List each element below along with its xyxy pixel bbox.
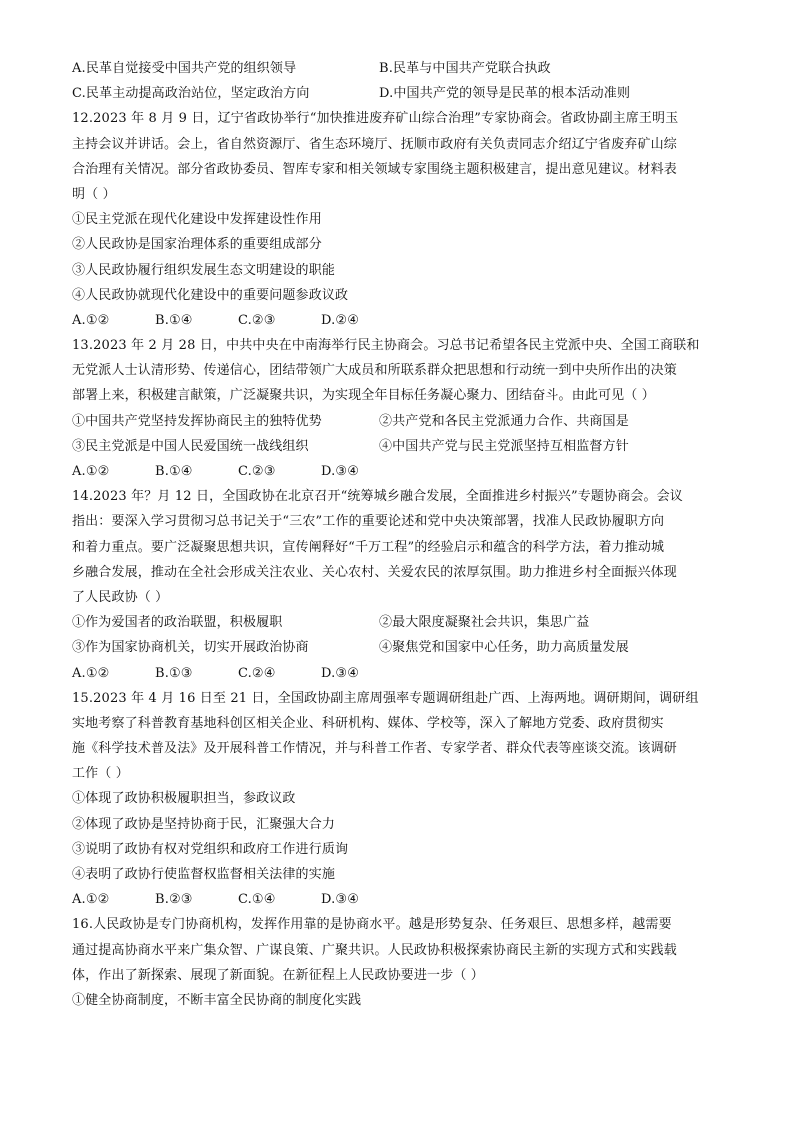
q14-stem-line-5: 了人民政协（ ） (72, 589, 169, 605)
q14-items-row-2 (72, 635, 732, 660)
q16-stem-line-1: 16.人民政协是专门协商机构，发挥作用靠的是协商水平。越是形势复杂、任务艰巨、思想多样，越需要 (72, 917, 672, 933)
q13-item-3: ③民主党派是中国人民爱国统一战线组织 (72, 438, 309, 454)
q13-items-row-1 (72, 409, 732, 434)
q14-answer-a: A.①② (72, 665, 110, 681)
q14-stem-line-4: 乡融合发展，推动在全社会形成关注农业、关心农村、关爱农民的浓厚氛围。助力推进乡村全面振兴体现 (72, 564, 677, 580)
q13-item-2: ②共产党和各民主党派通力合作、共商国是 (379, 413, 629, 429)
q14-item-1: ①作为爱国者的政治联盟，积极履职 (72, 615, 283, 631)
q15-answer-c: C.①④ (238, 892, 276, 908)
q12-answer-b: B.①④ (155, 312, 193, 328)
q15-stem-line-1: 15.2023 年 4 月 16 日至 21 日，全国政协副主席周强率专题调研组赴广西、上海两地。调研期间，调研组 (72, 690, 699, 706)
q13-stem-line-1: 13.2023 年 2 月 28 日，中共中央在中南海举行民主协商会。习总书记希望各民主党派中央、全国工商联和 (72, 338, 700, 354)
q14-items-row-1 (72, 610, 732, 635)
q13-answer-b: B.①④ (155, 464, 193, 479)
q14-answer-d: D.③④ (321, 665, 360, 681)
q15-item-2: ②体现了政协是坚持协商于民，汇聚强大合力 (72, 816, 336, 832)
q13-stem-line-2: 无党派人士认清形势、传递信心，团结带领广大成员和所联系群众把思想和行动统一到中央所作出的决策 (72, 363, 677, 379)
q12-stem-line-4: 明（ ） (72, 186, 116, 202)
q16-item-1: ①健全协商制度，不断丰富全民协商的制度化实践 (72, 992, 362, 1008)
q15-answer-b: B.②③ (155, 892, 193, 908)
q15-stem-line-4: 工作（ ） (72, 766, 129, 782)
q12-stem-line-2: 主持会议并讲话。会上，省自然资源厅、省生态环境厅、抚顺市政府有关负责同志介绍辽宁省废弃矿山综 (72, 136, 677, 152)
q11-options-row-2 (72, 81, 732, 106)
q12-stem-line-1: 12.2023 年 8 月 9 日，辽宁省政协举行“加快推进废弃矿山综合治理”专家协商会。省政协副主席王明玉 (72, 111, 679, 127)
q13-item-1: ①中国共产党坚持发挥协商民主的独特优势 (72, 413, 322, 429)
q11-option-a: A.民革自觉接受中国共产党的组织领导 (72, 61, 297, 76)
q11-options-row-1 (72, 56, 732, 81)
q15-answer-a: A.①② (72, 892, 110, 908)
q11-option-b: B.民革与中国共产党联合执政 (379, 61, 551, 76)
q13-item-4: ④中国共产党与民主党派坚持互相监督方针 (379, 438, 629, 454)
q14-answer-b: B.①③ (155, 665, 193, 681)
q14-stem-line-3: 和着力重点。要广泛凝聚思想共识，宣传阐释好“千万工程”的经验启示和蕴含的科学方法，着力推动城 (72, 539, 665, 555)
q15-answer-d: D.③④ (321, 892, 360, 908)
q12-item-4: ④人民政协就现代化建设中的重要问题参政议政 (72, 287, 349, 303)
q13-answer-row (72, 459, 732, 484)
q14-answer-c: C.②④ (238, 665, 276, 681)
q14-item-4: ④聚焦党和国家中心任务，助力高质量发展 (379, 640, 629, 656)
q13-answer-a: A.①② (72, 464, 110, 479)
q12-answer-c: C.②③ (238, 312, 276, 328)
q15-item-3: ③说明了政协有权对党组织和政府工作进行质询 (72, 841, 349, 857)
q15-stem-line-2: 实地考察了科普教育基地科创区相关企业、科研机构、媒体、学校等，深入了解地方党委、政府贯彻实 (72, 715, 664, 731)
q14-stem-line-1: 14.2023 年？月 12 日，全国政协在北京召开“统筹城乡融合发展，全面推进乡村振兴”专题协商会。会议 (72, 489, 683, 505)
q12-item-3: ③人民政协履行组织发展生态文明建设的职能 (72, 262, 336, 278)
q14-stem-line-2: 指出：要深入学习贯彻习总书记关于“三农”工作的重要论述和党中央决策部署，找准人民政协履职方向 (72, 514, 665, 530)
q14-item-3: ③作为国家协商机关，切实开展政治协商 (72, 640, 309, 656)
q14-item-2: ②最大限度凝聚社会共识，集思广益 (379, 615, 590, 631)
q12-answer-d: D.②④ (321, 312, 360, 328)
q12-stem-line-3: 合治理有关情况。部分省政协委员、智库专家和相关领域专家围绕主题积极建言，提出意见建议。材料表 (72, 161, 677, 177)
q15-item-1: ①体现了政协积极履职担当，参政议政 (72, 791, 296, 807)
q16-stem-line-2: 通过提高协商水平来广集众智、广谋良策、广聚共识。人民政协积极探索协商民主新的实现方式和实践载 (72, 942, 677, 958)
q13-items-row-2 (72, 434, 732, 459)
q11-option-c: C.民革主动提高政治站位，坚定政治方向 (72, 86, 310, 102)
exam-page (72, 56, 732, 1013)
q16-stem-line-3: 体，作出了新探索、展现了新面貌。在新征程上人民政协要进一步（ ） (72, 967, 484, 983)
q13-stem-line-3: 部署上来，积极建言献策，广泛凝聚共识，为实现全年目标任务凝心聚力、团结奋斗。由此可见（ ） (72, 388, 655, 404)
q15-answer-row (72, 887, 732, 912)
q13-answer-d: D.③④ (321, 464, 360, 479)
q12-answer-a: A.①② (72, 312, 110, 328)
q12-item-2: ②人民政协是国家治理体系的重要组成部分 (72, 237, 322, 253)
q15-stem-line-3: 施《科学技术普及法》及开展科普工作情况，并与科普工作者、专家学者、群众代表等座谈交流。该调研 (72, 741, 677, 757)
q15-item-4: ④表明了政协行使监督权监督相关法律的实施 (72, 867, 336, 882)
q14-answer-row (72, 661, 732, 686)
q12-answer-row (72, 308, 732, 333)
q13-answer-c: C.②③ (238, 464, 276, 479)
q12-item-1: ①民主党派在现代化建设中发挥建设性作用 (72, 212, 322, 228)
q11-option-d: D.中国共产党的领导是民革的根本活动准则 (379, 86, 631, 102)
